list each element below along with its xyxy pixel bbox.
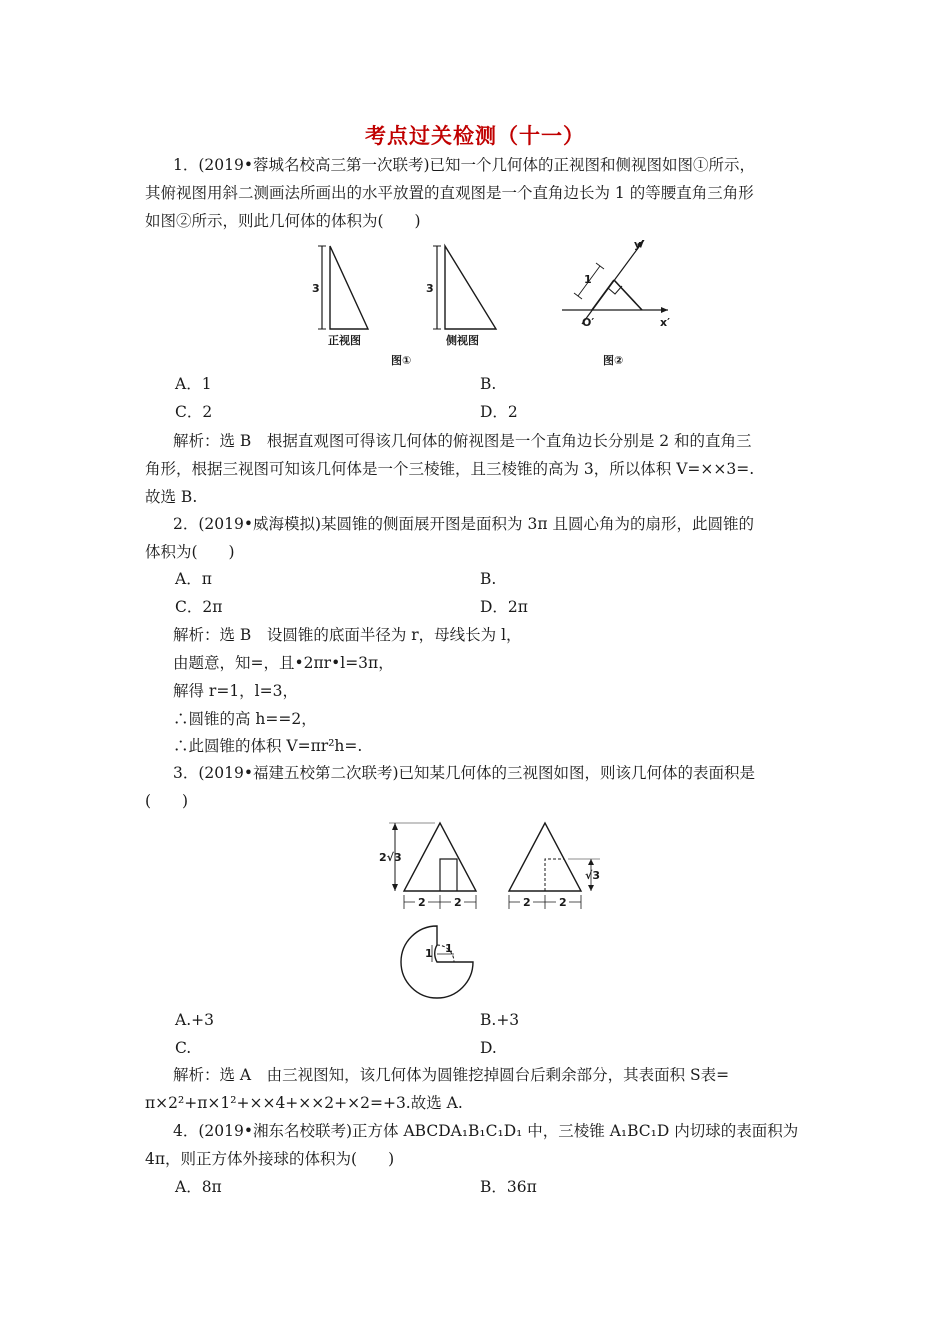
q1-solution-line2: 角形，根据三视图可知该几何体是一个三棱锥，且三棱锥的高为 3，所以体积 V=××3=.	[145, 460, 755, 478]
q2-option-a: A．π	[175, 570, 212, 588]
q1-y-axis-label: y′	[634, 240, 645, 251]
q3-option-a: A.+3	[175, 1011, 214, 1029]
q1-oblique-one-label: 1	[584, 273, 592, 286]
q4-option-b: B．36π	[480, 1178, 537, 1196]
q3-top-one-vertical: 1	[425, 947, 433, 960]
q3-solution-line2: π×2²+π×1²+××4+××2+×2=+3.故选 A.	[145, 1094, 463, 1112]
q2-option-d: D．2π	[480, 598, 528, 616]
q3-side-dim-left: 2	[523, 896, 531, 909]
q1-option-c: C．2	[175, 403, 213, 421]
q2-solution-line1: 解析：选 B 设圆锥的底面半径为 r，母线长为 l，	[173, 626, 522, 644]
q1-figure	[300, 240, 680, 375]
q3-side-dim-right: 2	[559, 896, 567, 909]
q1-origin-label: O′	[582, 316, 595, 329]
q2-option-b: B.	[480, 570, 497, 588]
q1-side-height-label: 3	[426, 282, 434, 295]
q2-solution-line4: ∴圆锥的高 h==2，	[173, 710, 317, 728]
q3-front-dim-right: 2	[454, 896, 462, 909]
q3-front-dim-left: 2	[418, 896, 426, 909]
q3-side-view	[509, 823, 600, 909]
q1-side-view	[426, 246, 496, 347]
q1-front-view	[312, 246, 368, 347]
q4-option-a: A．8π	[175, 1178, 222, 1196]
q1-option-b: B.	[480, 375, 497, 393]
q1-option-a: A．1	[175, 375, 212, 393]
q3-sqrt3-label: √3	[585, 869, 600, 882]
q2-stem-line2: 体积为( )	[145, 543, 235, 561]
q2-option-c: C．2π	[175, 598, 223, 616]
q3-top-view	[401, 926, 473, 998]
q1-fig2-caption: 图②	[603, 354, 624, 367]
q3-top-one-horizontal: 1	[445, 942, 453, 955]
q1-oblique-diagram	[562, 240, 670, 329]
q1-front-view-label: 正视图	[328, 334, 361, 347]
q1-solution-line1: 解析：选 B 根据直观图可得该几何体的俯视图是一个直角边长分别是 2 和的直角三	[173, 432, 752, 450]
q3-option-b: B.+3	[480, 1011, 520, 1029]
q2-solution-line5: ∴此圆锥的体积 V=πr²h=.	[173, 737, 363, 755]
q1-stem-line2: 其俯视图用斜二测画法所画出的水平放置的直观图是一个直角边长为 1 的等腰直角三角形	[145, 184, 754, 202]
q3-front-view	[379, 823, 476, 909]
q3-option-c: C.	[175, 1039, 192, 1057]
page-title: 考点过关检测（十一）	[365, 123, 585, 148]
q1-stem-line1: 1．(2019•蓉城名校高三第一次联考)已知一个几何体的正视图和侧视图如图①所示，	[173, 156, 756, 174]
q1-fig1-caption: 图①	[391, 354, 412, 367]
q1-front-height-label: 3	[312, 282, 320, 295]
q3-option-d: D.	[480, 1039, 497, 1057]
q4-stem-line2: 4π，则正方体外接球的体积为( )	[145, 1150, 395, 1168]
q3-solution-line1: 解析：选 A 由三视图知，该几何体为圆锥挖掉圆台后剩余部分，其表面积 S表=	[173, 1066, 730, 1084]
q1-side-view-label: 侧视图	[446, 334, 479, 347]
q1-x-axis-label: x′	[660, 316, 670, 329]
q1-solution-line3: 故选 B.	[145, 488, 198, 506]
q4-stem-line1: 4．(2019•湘东名校联考)正方体 ABCDA₁B₁C₁D₁ 中，三棱锥 A₁BC₁D 内切球的表面积为	[173, 1122, 799, 1140]
q3-stem-line2: ( )	[145, 792, 189, 810]
q2-stem-line1: 2．(2019•威海模拟)某圆锥的侧面展开图是面积为 3π 且圆心角为的扇形，此圆锥的	[173, 515, 754, 533]
q2-solution-line2: 由题意，知=，且•2πr•l=3π，	[173, 654, 394, 672]
q3-three-view-figure	[375, 815, 615, 1010]
q2-solution-line3: 解得 r=1，l=3，	[173, 682, 298, 700]
q1-option-d: D．2	[480, 403, 518, 421]
q3-stem-line1: 3．(2019•福建五校第二次联考)已知某几何体的三视图如图，则该几何体的表面积是	[173, 764, 756, 782]
q3-height-label: 2√3	[379, 851, 402, 864]
q1-stem-line3: 如图②所示，则此几何体的体积为( )	[145, 212, 421, 230]
